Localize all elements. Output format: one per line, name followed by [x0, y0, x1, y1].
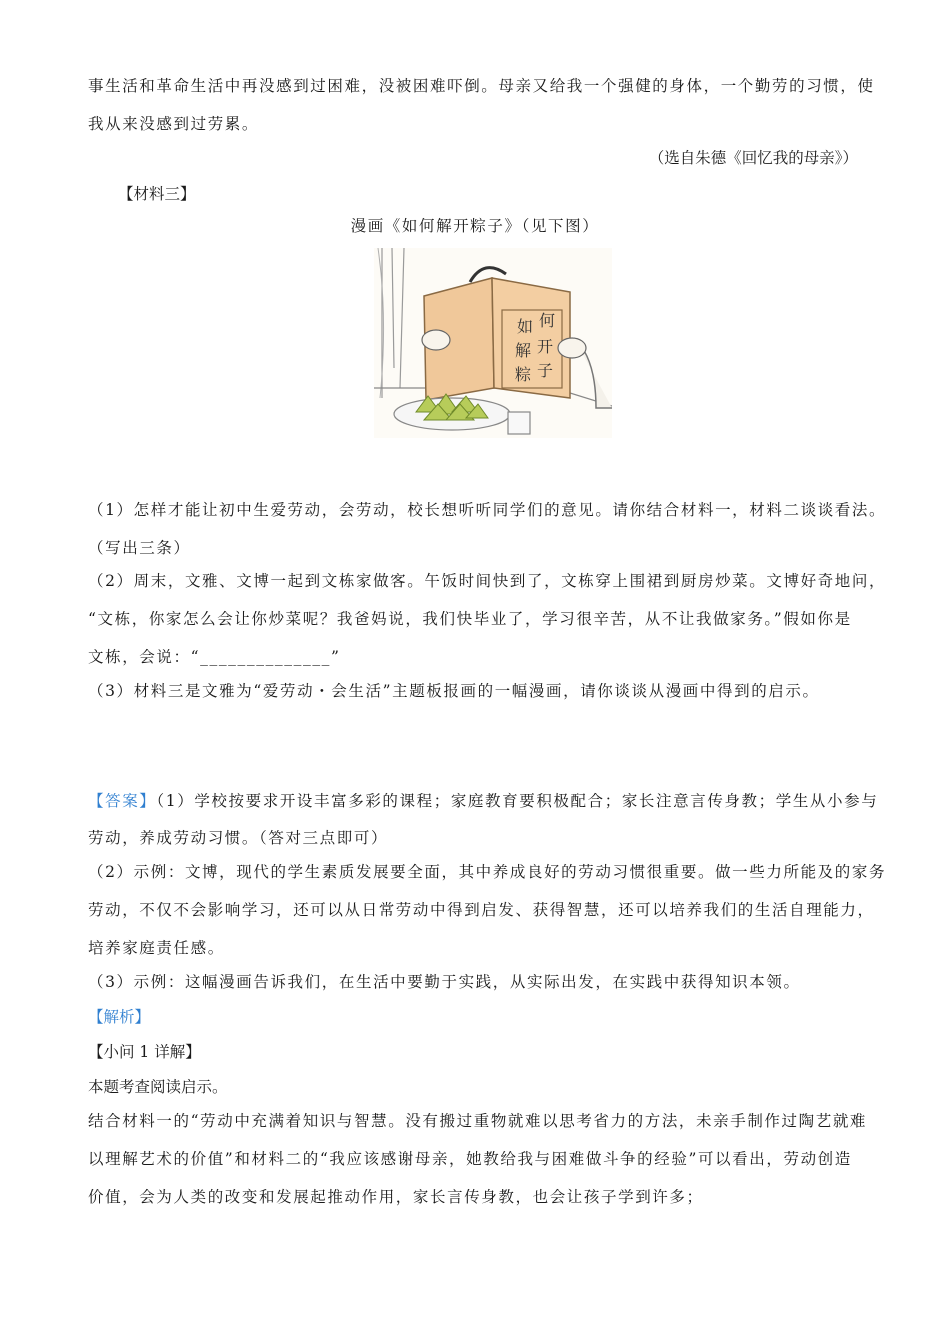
book-char: 何 [539, 311, 556, 330]
book-char: 粽 [515, 365, 532, 384]
comic-caption: 漫画《如何解开粽子》（见下图） [350, 217, 600, 235]
analysis-line: 以理解艺术的价值”和材料二的“我应该感谢母亲，她教给我与困难做斗争的经验”可以看出，劳动创造 [88, 1150, 852, 1168]
answer-text: （1）学校按要求开设丰富多彩的课程；家庭教育要积极配合；家长注意言传身教；学生从小参与 [156, 792, 879, 810]
answer-tag: 【答案】 [88, 792, 157, 810]
answer-line: （2）示例：文博，现代的学生素质发展要全面，其中养成良好的劳动习惯很重要。做一些力所能及的家务 [88, 863, 887, 881]
material2-source: （选自朱德《回忆我的母亲》） [648, 149, 858, 167]
analysis-line: 结合材料一的“劳动中充满着知识与智慧。没有搬过重物就难以思考省力的方法，未亲手制作过陶艺就难 [88, 1112, 868, 1130]
answer-line: 培养家庭责任感。 [88, 939, 225, 957]
book-char: 子 [537, 361, 554, 380]
question-line: （2）周末，文雅、文博一起到文栋家做客。午饭时间快到了，文栋穿上围裙到厨房炒菜。文博好奇地问， [88, 572, 887, 590]
answer-line: （3）示例：这幅漫画告诉我们，在生活中要勤于实践，从实际出发，在实践中获得知识本领。 [88, 973, 801, 991]
analysis-line: 本题考查阅读启示。 [88, 1078, 228, 1096]
analysis-tag: 【解析】 [88, 1008, 151, 1026]
book-char: 如 [517, 317, 534, 336]
analysis-subheading: 【小问 1 详解】 [88, 1043, 201, 1061]
answer-line: 劳动，养成劳动习惯。（答对三点即可） [88, 829, 389, 847]
question-line: （3）材料三是文雅为“爱劳动・会生活”主题板报画的一幅漫画，请你谈谈从漫画中得到的启示。 [88, 682, 820, 700]
book-char: 开 [537, 337, 554, 356]
question-line: “文栋，你家怎么会让你炒菜呢？我爸妈说，我们快毕业了，学习很辛苦，从不让我做家务。”假如你是 [88, 610, 852, 628]
material3-heading: 【材料三】 [118, 185, 196, 203]
material2-line: 事生活和革命生活中再没感到过困难，没被困难吓倒。母亲又给我一个强健的身体，一个勤劳的习惯，使 [88, 77, 875, 95]
comic-image [374, 248, 612, 438]
material2-line: 我从来没感到过劳累。 [88, 115, 260, 133]
answer-line [88, 789, 878, 813]
answer-line: 劳动，不仅不会影响学习，还可以从日常劳动中得到启发、获得智慧，还可以培养我们的生活自理能力， [88, 901, 875, 919]
book-char: 解 [515, 341, 532, 360]
question-line: （1）怎样才能让初中生爱劳动，会劳动，校长想听听同学们的意见。请你结合材料一，材料二谈谈看法。 [88, 501, 887, 519]
question-line: 文栋，会说：“______________” [88, 648, 341, 666]
question-line: （写出三条） [88, 539, 191, 557]
analysis-line: 价值，会为人类的改变和发展起推动作用，家长言传身教，也会让孩子学到许多； [88, 1188, 704, 1206]
